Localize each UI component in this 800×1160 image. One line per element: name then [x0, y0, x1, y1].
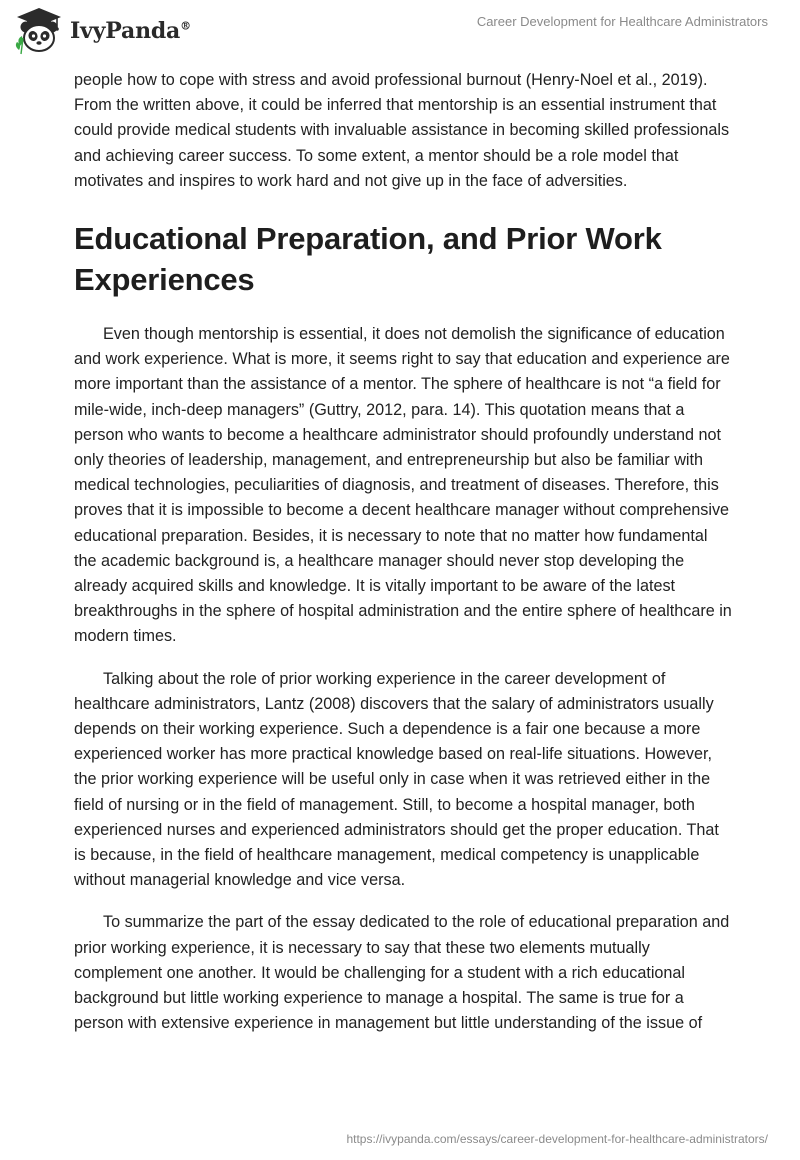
logo-text	[70, 18, 191, 44]
essay-content	[74, 68, 734, 1037]
panda-graduate-icon	[14, 6, 64, 56]
logo-wordmark: IvyPanda	[70, 18, 181, 44]
ivypanda-logo[interactable]	[14, 6, 191, 56]
registered-mark: ®	[180, 19, 191, 33]
intro-paragraph: people how to cope with stress and avoid professional burnout (Henry-Noel et al., 2019). From the written above, it could be inferred that mentorship is an essential instrument that could provide medical students with invaluable assistance in becoming skilled professionals and achieving career success. To some extent, a mentor should be a role model that motivates and inspires to work hard and not give up in the face of adversities.	[74, 71, 730, 190]
body-paragraph-2: Talking about the role of prior working experience in the career development of healthcare administrators, Lantz (2008) discovers that the salary of administrators usually depends on their working experience. Such a dependence is a fair one because a more experienced worker has more practical knowledge based on real-life situations. However, the prior working experience will be useful only in case when it was retrieved either in the field of nursing or in the field of management. Still, to become a hospital manager, both experienced nurses and experienced administrators should get the proper education. That is because, in the field of healthcare management, medical competency is unapplicable without managerial knowledge and vice versa.	[74, 669, 719, 890]
page-header	[0, 0, 800, 70]
source-url[interactable]: https://ivypanda.com/essays/career-development-for-healthcare-administrators/	[346, 1132, 768, 1146]
body-paragraph-3: To summarize the part of the essay dedicated to the role of educational preparation and prior working experience, it is necessary to say that these two elements mutually complement one another. It would be challenging for a student with a rich educational background but little working experience to manage a hospital. The same is true for a person with extensive experience in management but little understanding of the issue of	[74, 913, 730, 1033]
body-paragraph-1: Even though mentorship is essential, it does not demolish the significance of education and work experience. What is more, it seems right to say that education and experience are more important than the assistance of a mentor. The sphere of healthcare is not “a field for mile-wide, inch-deep managers” (Guttry, 2012, para. 14). This quotation means that a person who wants to become a healthcare administrator should profoundly understand not only theories of leadership, management, and entrepreneurship but also be familiar with medical technologies, peculiarities of diagnosis, and treatment of diseases. Therefore, this proves that it is impossible to become a decent healthcare manager without comprehensive educational preparation. Besides, it is necessary to note that no matter how fundamental the academic background is, a healthcare manager should never stop developing the already acquired skills and knowledge. It is vitally important to be aware of the latest breakthroughs in the sphere of hospital administration and the entire sphere of healthcare in modern times.	[74, 325, 732, 646]
section-heading: Educational Preparation, and Prior Work Experiences	[74, 221, 662, 298]
document-title: Career Development for Healthcare Administrators	[476, 14, 768, 29]
